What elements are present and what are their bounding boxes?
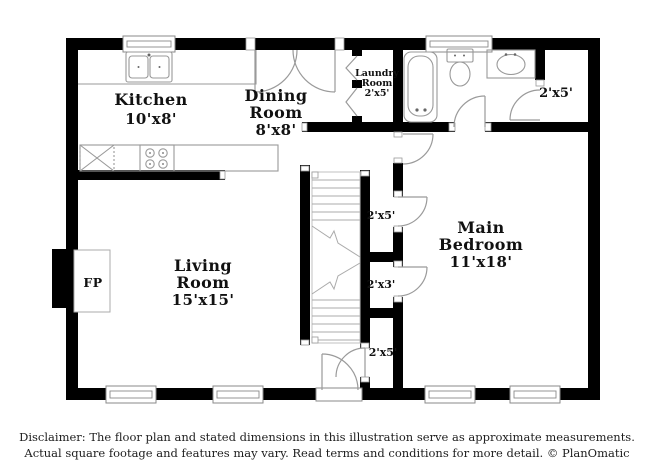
bath-door-jamb-right bbox=[485, 123, 491, 131]
bedroom-door-jamb-top bbox=[394, 132, 402, 137]
living-label-2: Room bbox=[176, 273, 230, 292]
tr-closet-dims: 2'x5' bbox=[539, 86, 573, 101]
bedroom-window-1 bbox=[425, 386, 475, 403]
bedroom-window-2 bbox=[510, 386, 560, 403]
hall-upper-closet-dims: 2'x5' bbox=[366, 209, 396, 222]
sink-drain-left bbox=[138, 66, 140, 68]
kitchen-wall-cap bbox=[220, 171, 225, 179]
bathroom-window bbox=[426, 36, 492, 52]
entry-closet-dims: 2'x5' bbox=[368, 346, 398, 359]
bath-south-wall-2 bbox=[485, 122, 600, 132]
hall-wall-cap bbox=[302, 123, 307, 131]
closet1-door-jamb-bottom bbox=[394, 226, 402, 232]
bedroom-dims: 11'x18' bbox=[449, 253, 513, 271]
bedroom-door-jamb-bottom bbox=[394, 158, 402, 163]
stair-wall-top-cap bbox=[301, 166, 309, 171]
exterior-wall-right bbox=[588, 38, 600, 400]
living-dims: 15'x15' bbox=[171, 291, 235, 309]
staircase bbox=[312, 172, 360, 343]
bedroom-label-2: Bedroom bbox=[438, 235, 524, 254]
french-door-jamb-left bbox=[246, 38, 255, 50]
kitchen-label: Kitchen bbox=[114, 90, 188, 109]
closet-divider-2 bbox=[360, 308, 403, 318]
toilet-dot-1 bbox=[454, 55, 456, 57]
stair-outline bbox=[312, 172, 360, 343]
tub-faucet-2 bbox=[423, 108, 426, 111]
dining-label-2: Room bbox=[249, 103, 303, 122]
laundry-label-2: Room bbox=[361, 78, 393, 89]
laundry-west-jamb-3 bbox=[352, 116, 362, 122]
stair-newel-top bbox=[312, 172, 318, 178]
stair-wall-bottom-cap bbox=[301, 340, 309, 345]
disclaimer-line-1: Disclaimer: The floor plan and stated dimensions in this illustration serve as approximate measurements. bbox=[19, 430, 635, 444]
vanity-faucet-2 bbox=[514, 53, 517, 56]
closet-wall-top-cap bbox=[361, 171, 369, 176]
burner-2-dot bbox=[162, 152, 164, 154]
laundry-dims: 2'x5' bbox=[364, 88, 390, 99]
front-door-threshold bbox=[316, 388, 362, 401]
hall-north-wall bbox=[302, 122, 403, 132]
sink-drain-right bbox=[159, 66, 161, 68]
bedroom-label-1: Main bbox=[457, 218, 505, 237]
kitchen-window bbox=[123, 36, 175, 52]
disclaimer-line-2: Actual square footage and features may vary. Read terms and conditions for more detail. © PlanOmatic bbox=[24, 446, 630, 460]
closet-divider-1 bbox=[360, 252, 403, 262]
closet2-door-jamb-top bbox=[394, 261, 402, 267]
living-label-1: Living bbox=[174, 256, 232, 275]
dining-dims: 8'x8' bbox=[255, 121, 297, 139]
closet-stub-cap bbox=[361, 377, 369, 382]
bath-south-wall-1 bbox=[403, 122, 455, 132]
french-door-jamb-right bbox=[335, 38, 344, 50]
kitchen-dims: 10'x8' bbox=[125, 110, 177, 128]
closet1-door-jamb-top bbox=[394, 191, 402, 197]
laundry-label-1: Laundry bbox=[355, 68, 399, 79]
tub-faucet-1 bbox=[415, 108, 418, 111]
closet2-door-jamb-bottom bbox=[394, 296, 402, 302]
laundry-east-wall bbox=[393, 50, 403, 122]
fireplace-label: FP bbox=[83, 275, 103, 290]
sink-faucet bbox=[148, 54, 151, 57]
toilet-dot-2 bbox=[463, 55, 465, 57]
burner-4-dot bbox=[162, 163, 164, 165]
burner-3-dot bbox=[149, 163, 151, 165]
fireplace-bump-wall bbox=[52, 249, 66, 308]
hall-middle-closet-dims: 2'x3' bbox=[366, 278, 396, 291]
stair-west-wall bbox=[300, 165, 310, 345]
living-window-1 bbox=[106, 386, 156, 403]
dining-label-1: Dining bbox=[244, 86, 308, 105]
laundry-west-jamb-1 bbox=[352, 50, 362, 56]
stair-newel-bottom bbox=[312, 337, 318, 343]
laundry-west-jamb-2 bbox=[352, 80, 362, 88]
vanity-faucet-1 bbox=[505, 53, 508, 56]
fireplace bbox=[74, 250, 110, 312]
exterior-wall-left bbox=[66, 38, 78, 400]
burner-1-dot bbox=[149, 152, 151, 154]
bath-closet-wall bbox=[535, 38, 545, 80]
living-window-2 bbox=[213, 386, 263, 403]
